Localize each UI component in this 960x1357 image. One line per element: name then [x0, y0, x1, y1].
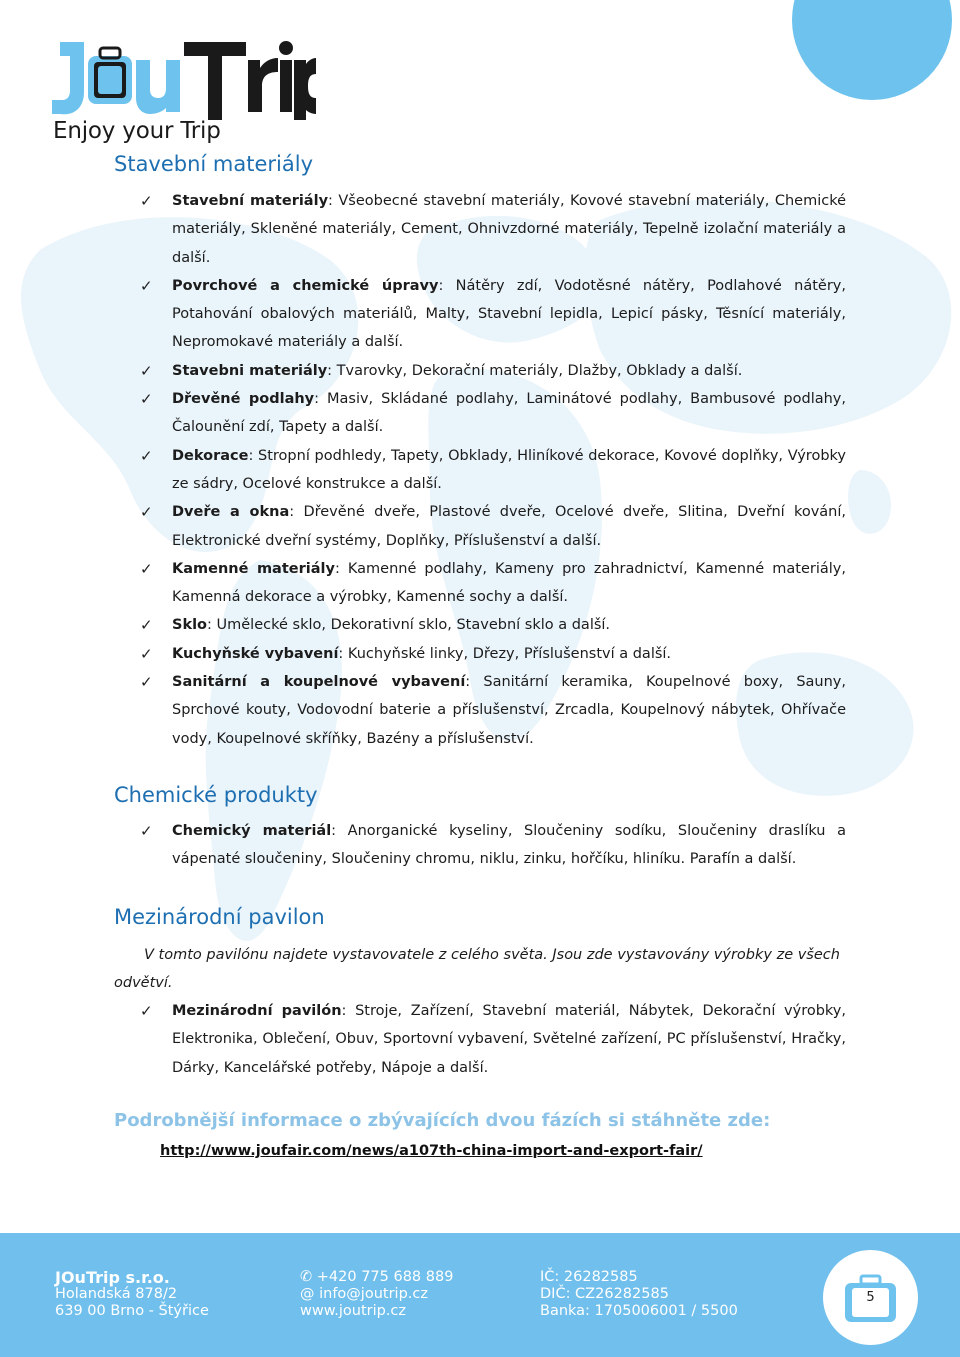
check-icon: ✓: [140, 559, 153, 578]
check-icon: ✓: [140, 673, 153, 692]
check-icon: ✓: [140, 276, 153, 295]
check-icon: ✓: [140, 192, 153, 210]
joutrip-logo: [50, 30, 320, 150]
footer-contact: [300, 1269, 453, 1320]
footer-web[interactable]: www.joutrip.cz: [300, 1303, 407, 1319]
logo-mark: [50, 30, 320, 120]
list-item: ✓ Dekorace: Stropní podhledy, Tapety, Obklady, Hliníkové dekorace, Kovové doplňky, Výrobky ze sádry, Ocelové konstrukce a další.: [140, 442, 846, 499]
list-mezinarodni: [140, 997, 846, 1082]
list-item: ✓ Dřevěné podlahy: Masiv, Skládané podlahy, Laminátové podlahy, Bambusové podlahy, Čalounění zdí, Tapety a další.: [140, 385, 846, 442]
section-title-chemicke: Chemické produkty: [114, 783, 318, 807]
list-item: ✓ Stavebni materiály: Tvarovky, Dekorační materiály, Dlažby, Obklady a další.: [140, 357, 846, 385]
list-item: ✓ Sanitární a koupelnové vybavení: Sanitární keramika, Koupelnové boxy, Sauny, Sprchové kouty, Vodovodní baterie a příslušenství, Zrcadla, Koupelnový nábytek, Ohřívače vody, Koupelnové skříňky, Bazény a příslušenství.: [140, 668, 846, 753]
list-item: ✓ Stavební materiály: Všeobecné stavební materiály, Kovové stavební materiály, Chemické materiály, Skleněné materiály, Cement, Ohnivzdorné materiály, Tepelně izolační materiály a další.: [140, 187, 846, 272]
page-number: 5: [866, 1290, 875, 1305]
footer-city: 639 00 Brno - Štýřice: [55, 1303, 209, 1319]
list-stavebni: [140, 187, 846, 753]
footer-ic: IČ: 26282585: [540, 1269, 638, 1285]
check-icon: ✓: [140, 446, 153, 465]
check-icon: ✓: [140, 644, 153, 663]
list-item: ✓ Kamenné materiály: Kamenné podlahy, Kameny pro zahradnictví, Kamenné materiály, Kamenná dekorace a výrobky, Kamenné sochy a další.: [140, 555, 846, 612]
list-item: ✓ Mezinárodní pavilón: Stroje, Zařízení, Stavební materiál, Nábytek, Dekorační výrobky, Elektronika, Oblečení, Obuv, Sportovní vybavení, Světelné zařízení, PC příslušenství, Hračky, Dárky, Kancelářské potřeby, Nápoje a další.: [140, 997, 846, 1082]
section-intro: V tomto pavilónu najdete vystavovatele z celého světa. Jsou zde vystavovány výrobky ze všech odvětví.: [114, 947, 840, 991]
more-info-heading: Podrobnější informace o zbývajících dvou fázích si stáhněte zde:: [114, 1110, 771, 1131]
check-icon: ✓: [140, 822, 153, 840]
footer-street: Holandská 878/2: [55, 1286, 178, 1302]
list-item: ✓ Sklo: Umělecké sklo, Dekorativní sklo, Stavební sklo a další.: [140, 611, 846, 639]
section-title-mezinarodni: Mezinárodní pavilon: [114, 905, 325, 929]
footer-email[interactable]: @ info@joutrip.cz: [300, 1286, 428, 1302]
check-icon: ✓: [140, 503, 153, 522]
section-title-stavebni: Stavební materiály: [114, 152, 314, 176]
list-item: ✓ Kuchyňské vybavení: Kuchyňské linky, Dřezy, Příslušenství a další.: [140, 640, 846, 668]
check-icon: ✓: [140, 616, 153, 635]
decorative-circle: [792, 0, 952, 100]
footer-page-badge: [823, 1250, 918, 1345]
footer-company: JOuTrip s.r.o.: [55, 1268, 170, 1287]
footer-phone: ✆ +420 775 688 889: [300, 1269, 454, 1285]
list-item: ✓ Povrchové a chemické úpravy: Nátěry zdí, Vodotěsné nátěry, Podlahové nátěry, Potahování obalových materiálů, Malty, Stavební lepidla, Lepicí pásky, Těsnící materiály, Nepromokavé materiály a další.: [140, 272, 846, 357]
page-footer: [0, 1233, 960, 1357]
check-icon: ✓: [140, 1002, 153, 1020]
footer-company-ids: [540, 1269, 738, 1320]
list-chemicke: [140, 817, 846, 874]
check-icon: ✓: [140, 361, 153, 380]
logo-tagline: Enjoy your Trip: [53, 118, 221, 144]
list-item: ✓ Chemický materiál: Anorganické kyseliny, Sloučeniny sodíku, Sloučeniny draslíku a vápenaté sloučeniny, Sloučeniny chromu, niklu, zinku, hořčíku, hliníku. Parafín a další.: [140, 817, 846, 874]
more-info-link[interactable]: http://www.joufair.com/news/a107th-china-import-and-export-fair/: [160, 1143, 703, 1159]
footer-bank: Banka: 1705006001 / 5500: [540, 1303, 738, 1319]
footer-address: [55, 1269, 209, 1320]
list-item: ✓ Dveře a okna: Dřevěné dveře, Plastové dveře, Ocelové dveře, Slitina, Dveřní kování, Elektronické dveřní systémy, Doplňky, Příslušenství a další.: [140, 498, 846, 555]
footer-dic: DIČ: CZ26282585: [540, 1286, 669, 1302]
check-icon: ✓: [140, 390, 153, 409]
